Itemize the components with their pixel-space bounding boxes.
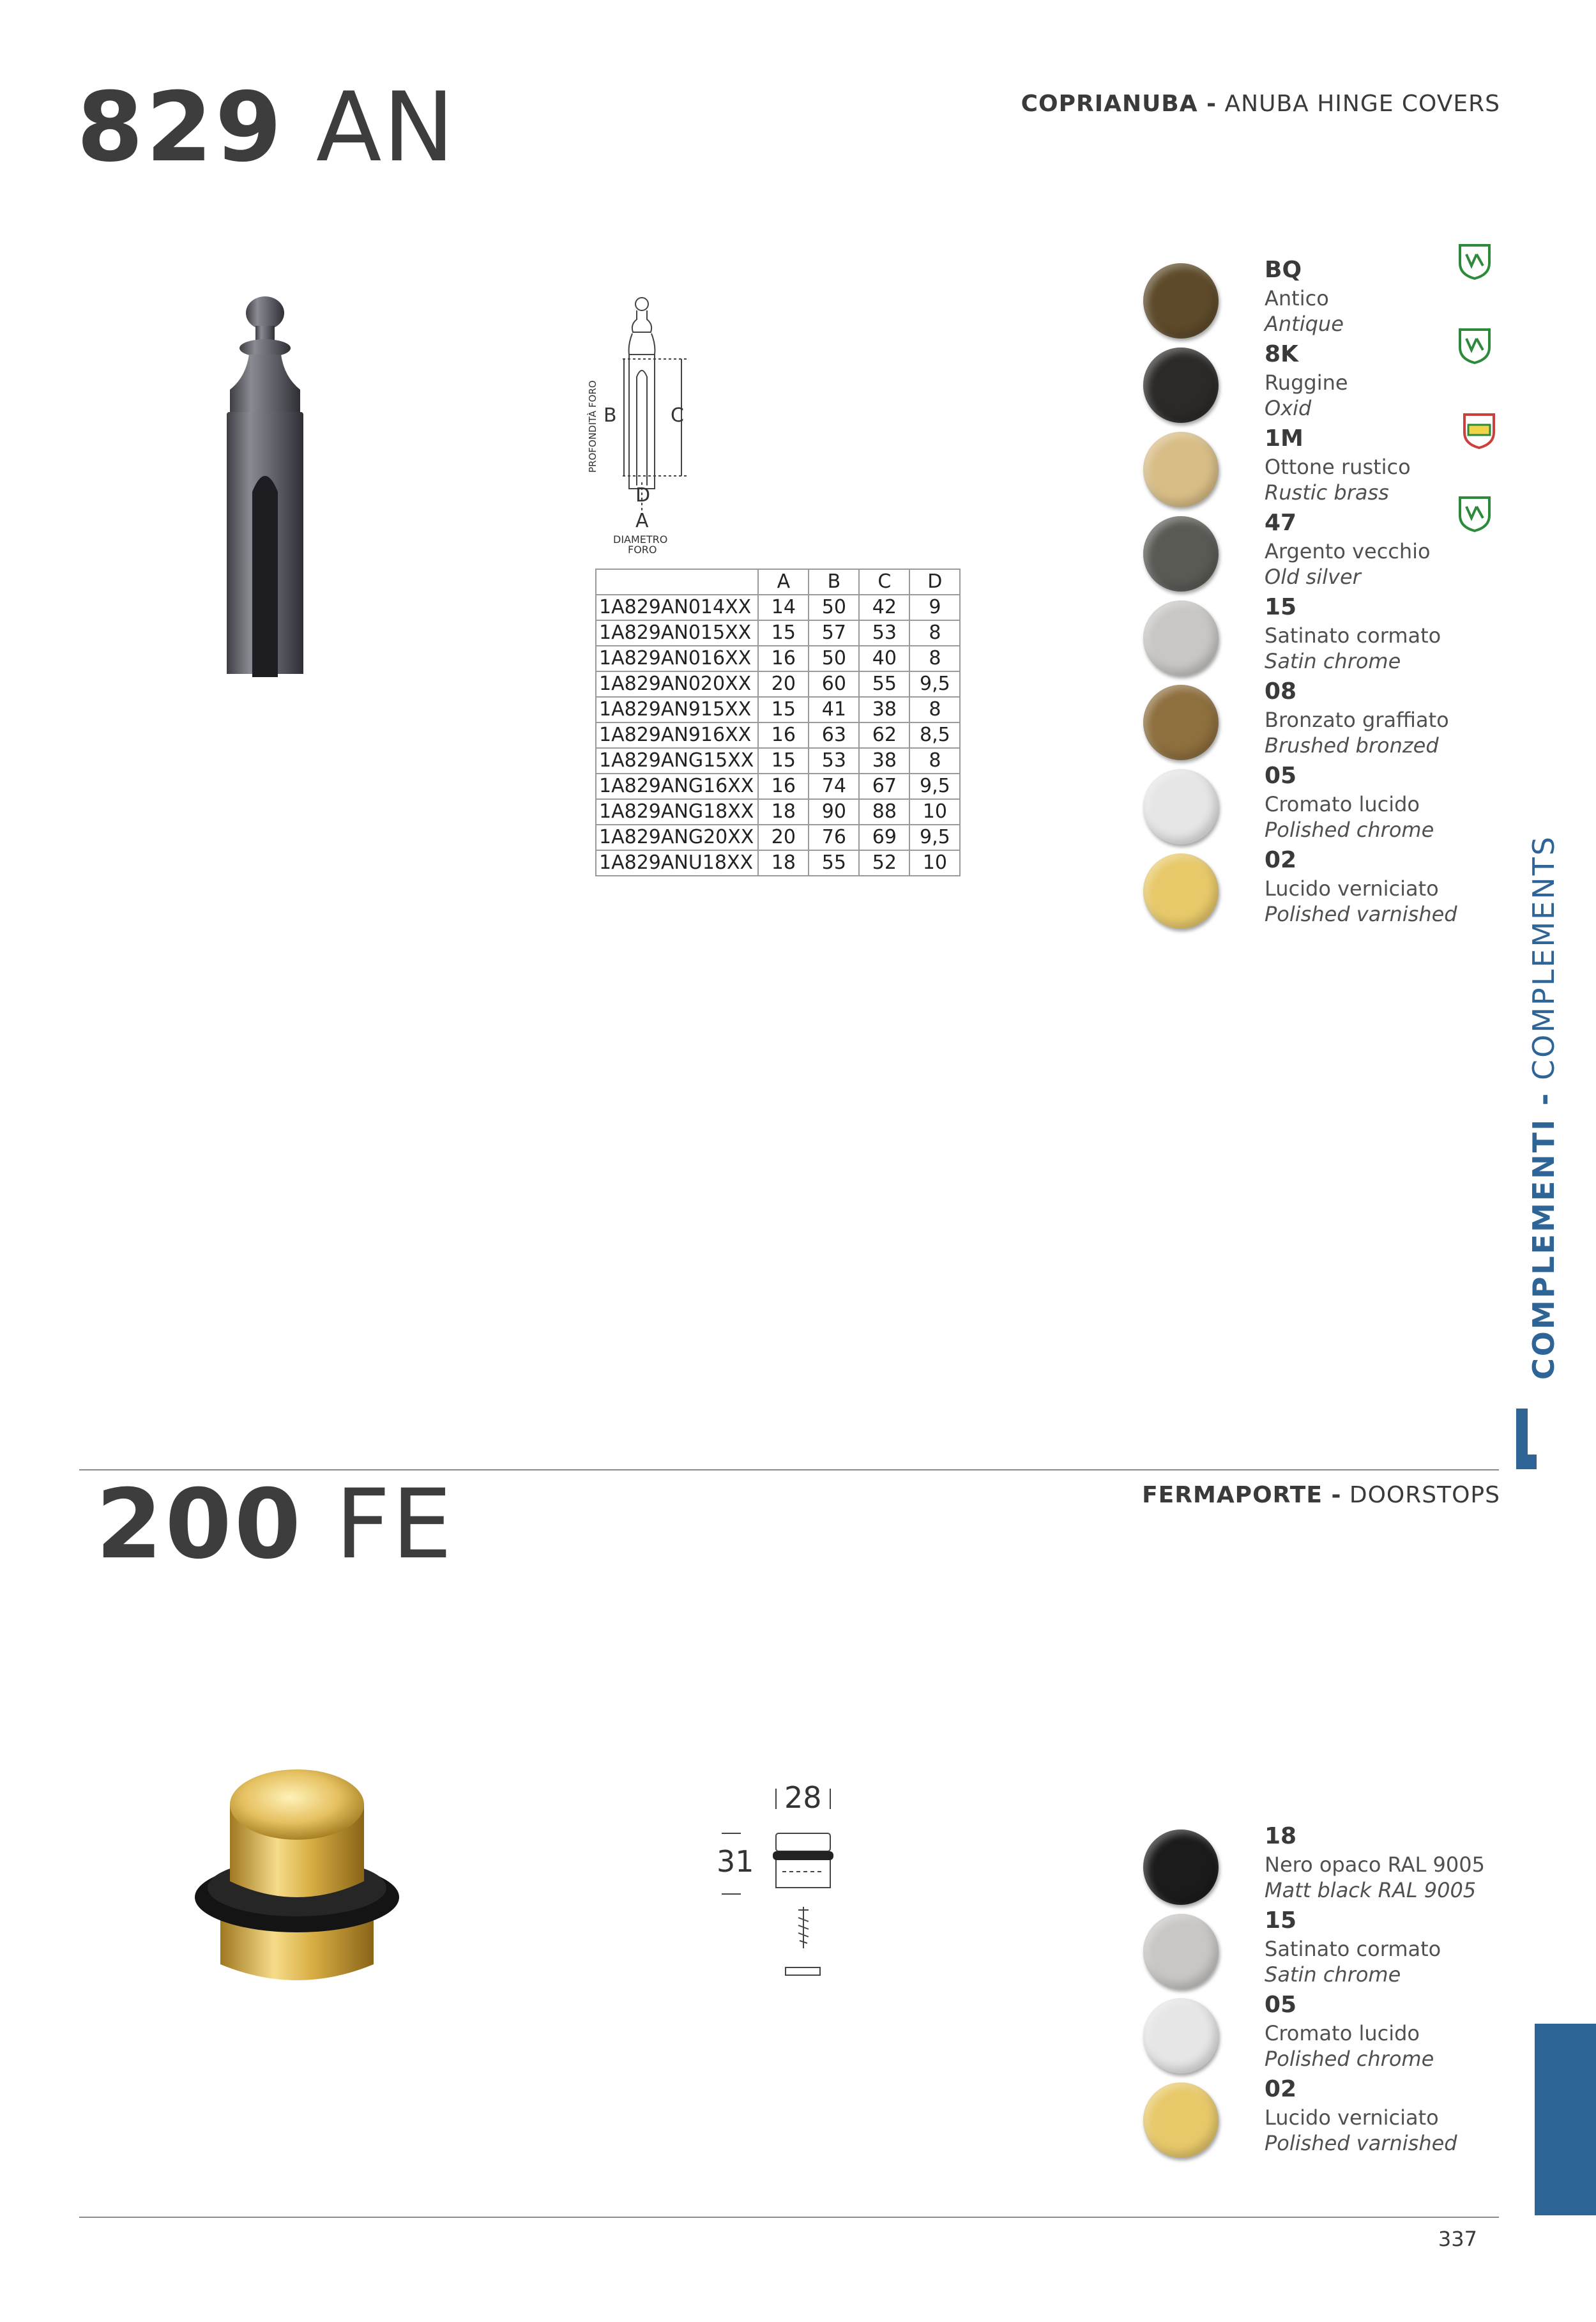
drawing-depth-label: PROFONDITÀ FORO (587, 380, 598, 473)
table-cell: 40 (859, 646, 909, 671)
table-cell-code: 1A829ANU18XX (596, 850, 758, 876)
table-cell-code: 1A829ANG18XX (596, 799, 758, 825)
table-cell: 8 (909, 697, 960, 722)
table-cell: 50 (809, 595, 859, 620)
table-cell: 69 (859, 825, 909, 850)
table-cell: 62 (859, 722, 909, 748)
finish-code: 02 (1265, 847, 1297, 873)
finish-code: 1M (1265, 425, 1303, 452)
category-en: ANUBA HINGE COVERS (1217, 91, 1500, 117)
finish-name-en: Antique (1265, 312, 1344, 336)
finish-name-en: Polished chrome (1265, 818, 1434, 842)
footer-divider (79, 2217, 1499, 2218)
finish-swatch (1143, 600, 1219, 676)
table-cell: 10 (909, 799, 960, 825)
finish-code: 15 (1265, 594, 1297, 620)
finish-code: 15 (1265, 1907, 1297, 1934)
doorstop-photo (192, 1760, 402, 1990)
table-cell: 38 (859, 697, 909, 722)
table-cell: 38 (859, 748, 909, 774)
finish-item (1143, 594, 1526, 675)
finish-swatch (1143, 516, 1219, 592)
finish-name-it: Ottone rustico (1265, 455, 1411, 479)
category-it: FERMAPORTE - (1142, 1482, 1342, 1508)
finish-name-it: Argento vecchio (1265, 539, 1431, 563)
table-cell-code: 1A829ANG15XX (596, 748, 758, 774)
drawing-diameter-1: DIAMETRO (613, 533, 668, 546)
table-cell: 90 (809, 799, 859, 825)
hinge-cover-photo (211, 294, 319, 677)
finish-name-it: Cromato lucido (1265, 2021, 1420, 2045)
table-cell: 42 (859, 595, 909, 620)
finish-code: 8K (1265, 341, 1298, 367)
table-row (596, 595, 960, 620)
table-cell: 15 (758, 748, 809, 774)
table-cell: 20 (758, 671, 809, 697)
table-cell: 8,5 (909, 722, 960, 748)
table-cell-code: 1A829AN915XX (596, 697, 758, 722)
table-row (596, 722, 960, 748)
hinge-cover-drawing (578, 294, 706, 562)
table-cell-code: 1A829AN020XX (596, 671, 758, 697)
drawing-height-label: 31 (717, 1844, 754, 1879)
table-cell: 57 (809, 620, 859, 646)
table-cell-code: 1A829AN016XX (596, 646, 758, 671)
table-row (596, 799, 960, 825)
table-cell: 53 (859, 620, 909, 646)
finish-code: 18 (1265, 1823, 1297, 1849)
table-cell: 18 (758, 799, 809, 825)
drawing-width-label: 28 (784, 1782, 822, 1815)
table-cell: 16 (758, 646, 809, 671)
table-row (596, 774, 960, 799)
drawing-label-a: A (635, 510, 649, 532)
table-cell: 41 (809, 697, 859, 722)
table-cell: 15 (758, 697, 809, 722)
finish-name-it: Satinato cormato (1265, 623, 1441, 648)
model-title-829an (77, 72, 456, 183)
category-en: DOORSTOPS (1341, 1482, 1500, 1508)
table-cell: 76 (809, 825, 859, 850)
table-row (596, 620, 960, 646)
table-row (596, 850, 960, 876)
brand-mark-icon (1514, 1409, 1539, 1469)
finish-swatch (1143, 432, 1219, 507)
finish-name-it: Bronzato graffiato (1265, 708, 1449, 732)
finish-swatch (1143, 1914, 1219, 1989)
table-cell: 18 (758, 850, 809, 876)
model-suffix: AN (315, 72, 456, 183)
finish-swatch (1143, 1998, 1219, 2074)
finish-name-it: Satinato cormato (1265, 1937, 1441, 1961)
finish-item (1143, 1823, 1526, 1904)
table-cell: 60 (809, 671, 859, 697)
table-cell: 16 (758, 774, 809, 799)
table-header-cell: B (809, 569, 859, 595)
dimensions-table (595, 569, 961, 876)
finish-name-en: Brushed bronzed (1265, 733, 1439, 758)
certification-badge-icon (1455, 494, 1494, 533)
table-cell: 9,5 (909, 774, 960, 799)
finish-name-it: Lucido verniciato (1265, 876, 1439, 901)
table-header-cell: D (909, 569, 960, 595)
model-title-200fe (96, 1469, 453, 1580)
finish-code: 02 (1265, 2076, 1297, 2102)
table-cell: 55 (809, 850, 859, 876)
finish-item (1143, 2076, 1526, 2157)
table-row (596, 825, 960, 850)
table-header-cell: C (859, 569, 909, 595)
table-cell: 52 (859, 850, 909, 876)
finish-code: 05 (1265, 1992, 1297, 2018)
finish-swatch (1143, 769, 1219, 844)
doorstop-drawing (709, 1782, 856, 1993)
category-heading (1142, 1482, 1500, 1508)
finish-name-en: Polished varnished (1265, 2131, 1457, 2155)
finish-item (1143, 1907, 1526, 1988)
table-cell-code: 1A829AN014XX (596, 595, 758, 620)
side-label-light: COMPLEMENTS (1526, 835, 1561, 1092)
category-heading (1021, 91, 1500, 117)
table-cell: 8 (909, 748, 960, 774)
table-cell: 55 (859, 671, 909, 697)
finish-name-en: Polished varnished (1265, 902, 1457, 926)
certification-badge-icon (1459, 411, 1499, 450)
finish-name-en: Matt black RAL 9005 (1265, 1878, 1477, 1902)
finish-swatch (1143, 853, 1219, 929)
finish-name-it: Nero opaco RAL 9005 (1265, 1852, 1485, 1877)
table-header-row (596, 569, 960, 595)
table-cell: 9 (909, 595, 960, 620)
table-row (596, 697, 960, 722)
finish-name-it: Cromato lucido (1265, 792, 1420, 816)
finish-name-en: Rustic brass (1265, 480, 1389, 505)
finish-code: 08 (1265, 678, 1297, 705)
table-cell: 16 (758, 722, 809, 748)
table-cell-code: 1A829ANG16XX (596, 774, 758, 799)
table-cell-code: 1A829AN015XX (596, 620, 758, 646)
finish-swatch (1143, 263, 1219, 339)
table-cell: 50 (809, 646, 859, 671)
finish-swatch (1143, 685, 1219, 760)
finish-name-en: Satin chrome (1265, 1962, 1401, 1987)
table-header-cell (596, 569, 758, 595)
table-cell: 20 (758, 825, 809, 850)
model-number: 829 (77, 72, 285, 183)
side-label-bold: COMPLEMENTI - (1526, 1091, 1561, 1380)
finish-code: BQ (1265, 257, 1302, 283)
finish-code: 47 (1265, 510, 1297, 536)
drawing-diameter-2: FORO (628, 544, 657, 556)
drawing-label-d: D (635, 484, 651, 507)
finish-swatch (1143, 2082, 1219, 2158)
drawing-label-b: B (604, 404, 617, 427)
finish-swatch (1143, 348, 1219, 423)
table-cell: 15 (758, 620, 809, 646)
finish-item (1143, 678, 1526, 759)
section-color-tab (1535, 2024, 1596, 2215)
finish-swatch (1143, 1829, 1219, 1905)
table-cell: 88 (859, 799, 909, 825)
model-number: 200 (96, 1469, 304, 1580)
page-number: 337 (1438, 2227, 1477, 2251)
table-row (596, 748, 960, 774)
finish-item (1143, 847, 1526, 928)
table-row (596, 671, 960, 697)
table-cell: 8 (909, 620, 960, 646)
finish-item (1143, 763, 1526, 843)
certification-badge-icon (1455, 241, 1494, 281)
table-cell: 53 (809, 748, 859, 774)
table-row (596, 646, 960, 671)
finish-item (1143, 1992, 1526, 2072)
table-cell-code: 1A829AN916XX (596, 722, 758, 748)
table-cell: 14 (758, 595, 809, 620)
table-cell: 10 (909, 850, 960, 876)
finish-name-en: Oxid (1265, 396, 1312, 420)
table-cell: 67 (859, 774, 909, 799)
finish-name-it: Antico (1265, 286, 1329, 310)
table-cell: 74 (809, 774, 859, 799)
table-header-cell: A (758, 569, 809, 595)
certification-badge-icon (1455, 326, 1494, 365)
finish-name-it: Lucido verniciato (1265, 2105, 1439, 2130)
finish-name-it: Ruggine (1265, 370, 1348, 395)
side-section-label (1526, 835, 1561, 1380)
model-suffix: FE (335, 1469, 453, 1580)
table-cell: 9,5 (909, 671, 960, 697)
finish-code: 05 (1265, 763, 1297, 789)
table-cell: 9,5 (909, 825, 960, 850)
table-cell: 8 (909, 646, 960, 671)
finish-name-en: Polished chrome (1265, 2047, 1434, 2071)
table-cell: 63 (809, 722, 859, 748)
finish-name-en: Satin chrome (1265, 649, 1401, 673)
category-it: COPRIANUBA - (1021, 91, 1217, 117)
drawing-label-c: C (671, 404, 684, 427)
table-cell-code: 1A829ANG20XX (596, 825, 758, 850)
finish-name-en: Old silver (1265, 565, 1361, 589)
